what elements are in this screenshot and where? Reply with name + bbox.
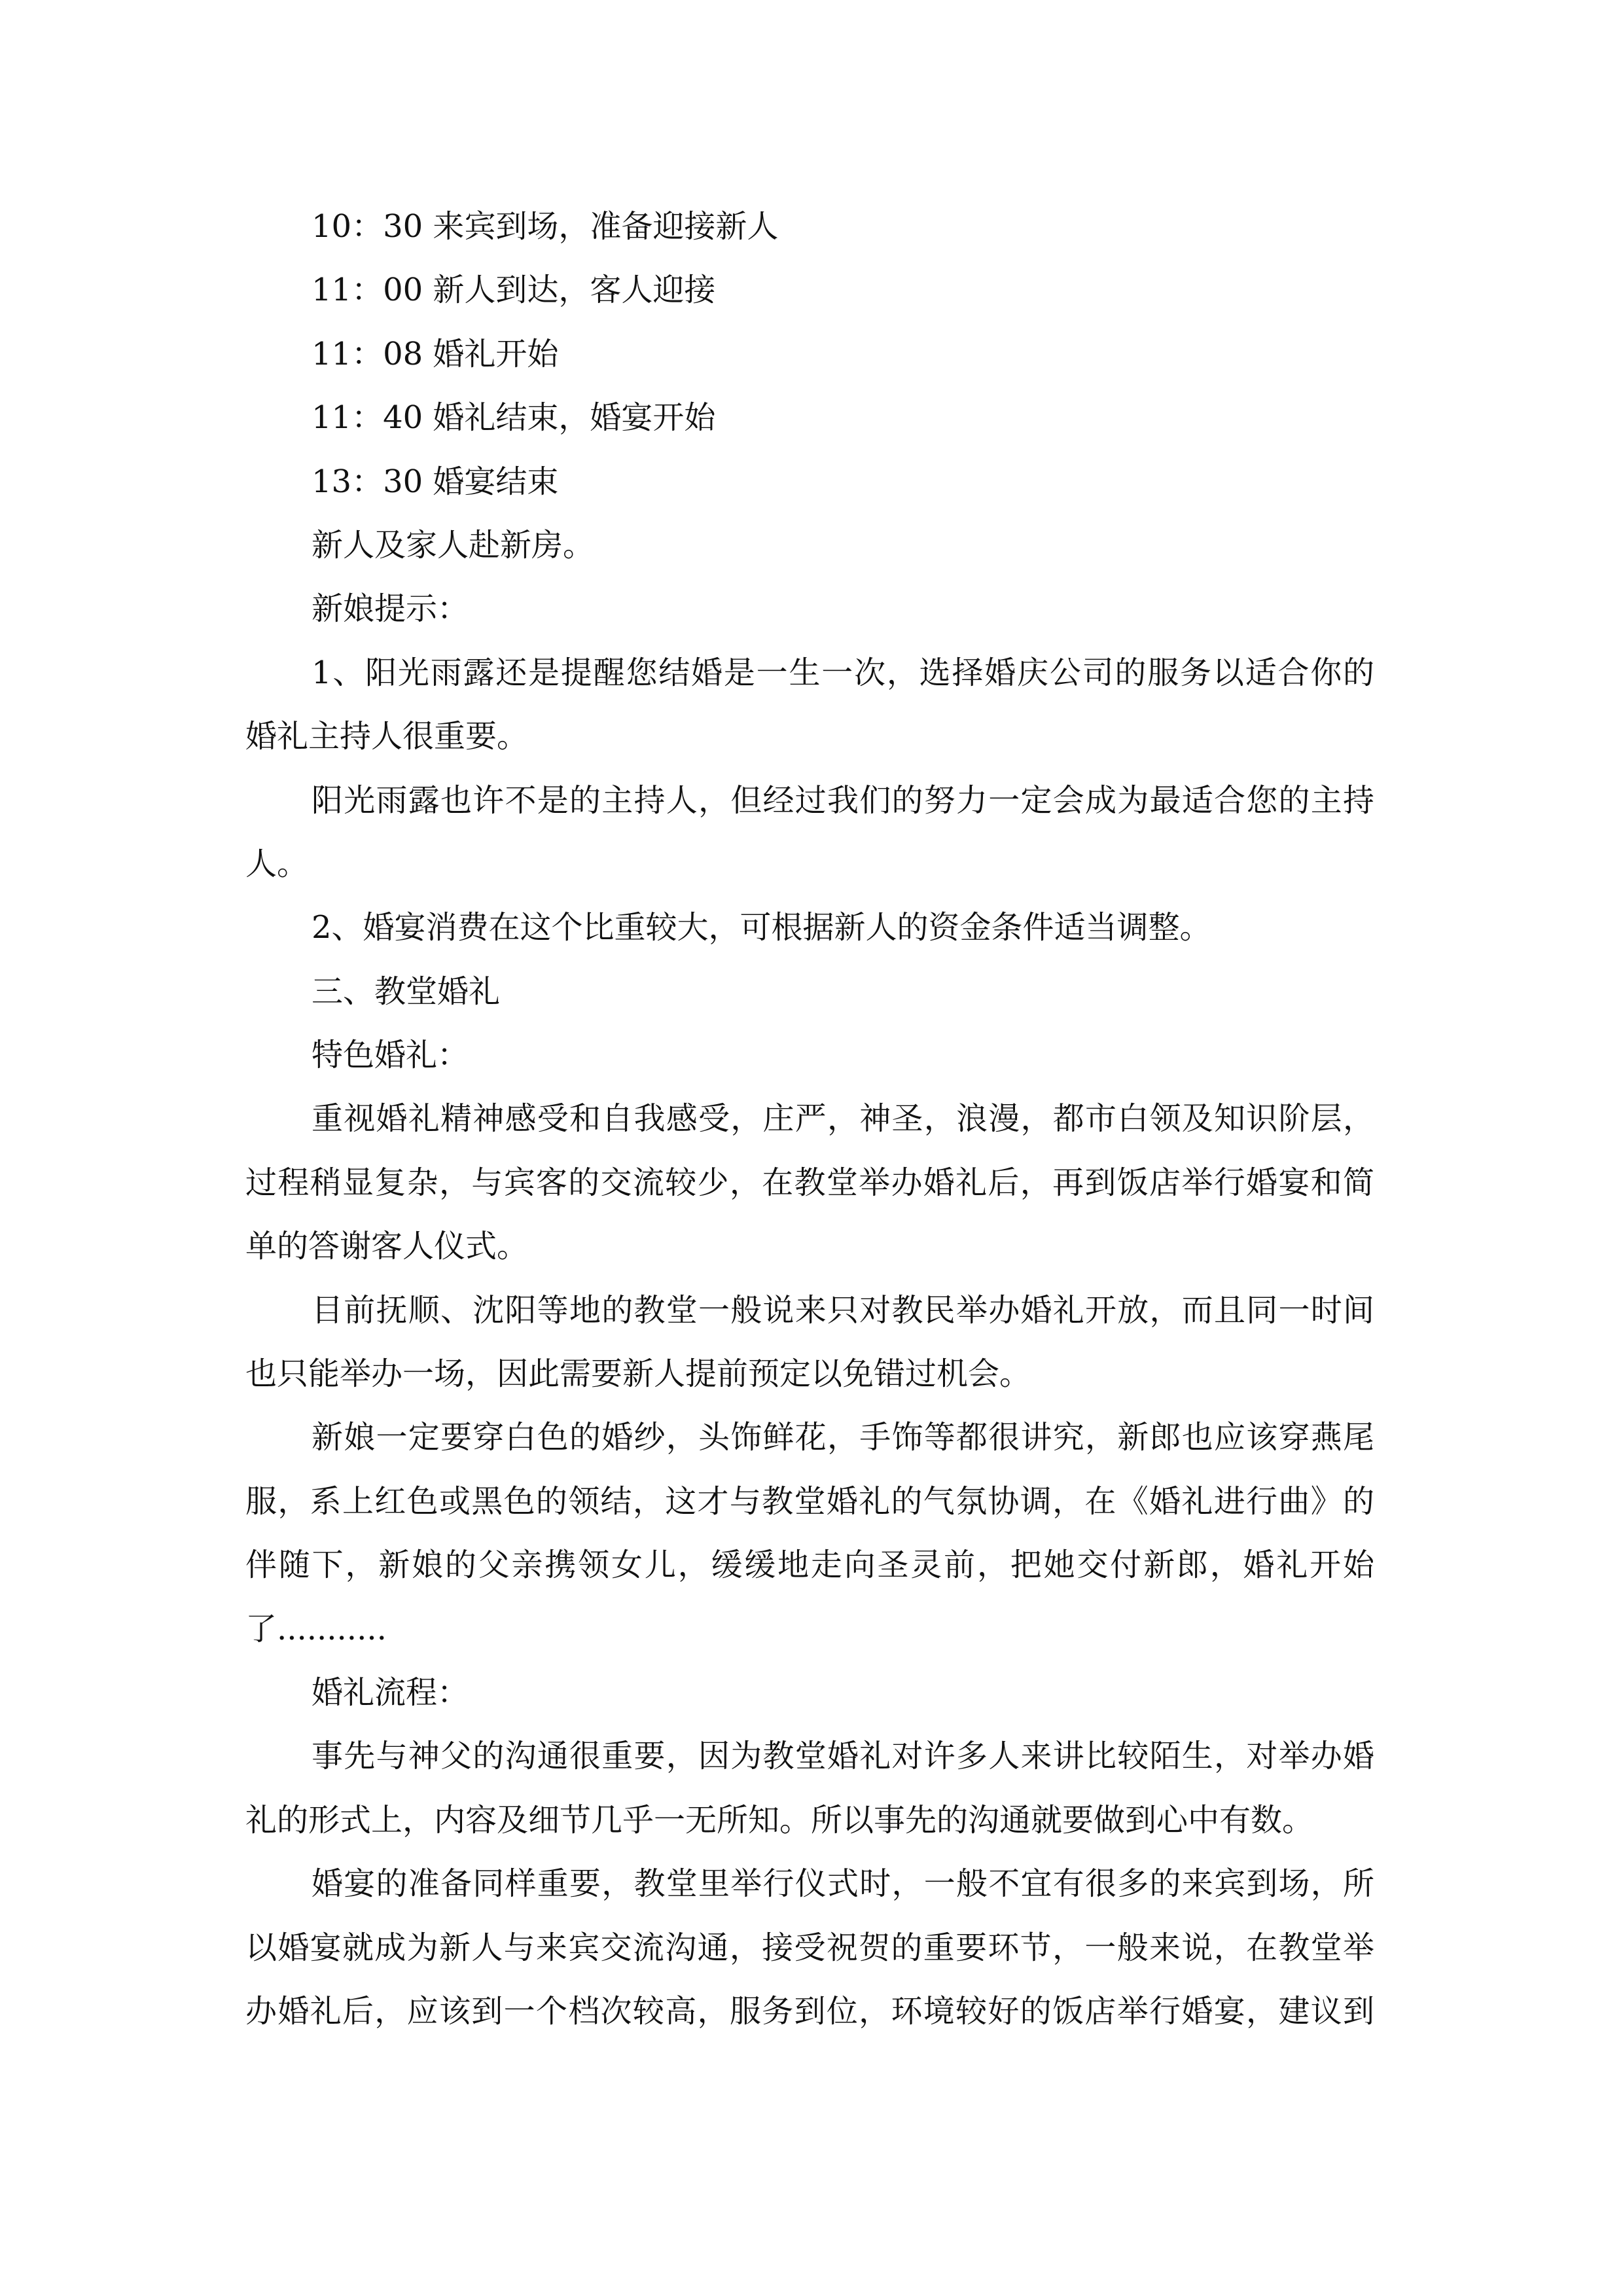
text-line: 人。 bbox=[245, 845, 309, 882]
text-line: 10：30 来宾到场，准备迎接新人 bbox=[312, 208, 779, 245]
text-line: 1、阳光雨露还是提醒您结婚是一生一次，选择婚庆公司的服务以适合你的 bbox=[312, 654, 1374, 691]
text-line: 服，系上红色或黑色的领结，这才与教堂婚礼的气氛协调，在《婚礼进行曲》的 bbox=[245, 1482, 1374, 1520]
document-page bbox=[245, 195, 1374, 2043]
text-line: 2、婚宴消费在这个比重较大，可根据新人的资金条件适当调整。 bbox=[312, 909, 1211, 946]
text-line: 婚宴的准备同样重要，教堂里举行仪式时，一般不宜有很多的来宾到场，所 bbox=[312, 1865, 1374, 1903]
text-line: 目前抚顺、沈阳等地的教堂一般说来只对教民举办婚礼开放，而且同一时间 bbox=[312, 1291, 1374, 1329]
text-line: 11：08 婚礼开始 bbox=[312, 335, 559, 372]
text-line: 新娘提示： bbox=[312, 590, 469, 628]
text-line: 11：40 婚礼结束，婚宴开始 bbox=[312, 399, 716, 437]
text-line: 重视婚礼精神感受和自我感受，庄严，神圣，浪漫，都市白领及知识阶层， bbox=[312, 1100, 1374, 1138]
text-line: 过程稍显复杂，与宾客的交流较少，在教堂举办婚礼后，再到饭店举行婚宴和简 bbox=[245, 1164, 1374, 1201]
text-line: 新人及家人赴新房。 bbox=[312, 526, 595, 564]
text-line: 礼的形式上，内容及细节几乎一无所知。所以事先的沟通就要做到心中有数。 bbox=[245, 1801, 1314, 1839]
text-line: 了........... bbox=[245, 1610, 387, 1647]
text-line: 事先与神父的沟通很重要，因为教堂婚礼对许多人来讲比较陌生，对举办婚 bbox=[312, 1738, 1374, 1775]
text-line: 单的答谢客人仪式。 bbox=[245, 1228, 529, 1265]
text-line: 新娘一定要穿白色的婚纱，头饰鲜花，手饰等都很讲究，新郎也应该穿燕尾 bbox=[312, 1419, 1374, 1456]
text-line: 13：30 婚宴结束 bbox=[312, 463, 559, 500]
text-line: 阳光雨露也许不是的主持人，但经过我们的努力一定会成为最适合您的主持 bbox=[312, 781, 1374, 819]
text-line: 伴随下，新娘的父亲携领女儿，缓缓地走向圣灵前，把她交付新郎，婚礼开始 bbox=[245, 1547, 1374, 1584]
text-line: 办婚礼后，应该到一个档次较高，服务到位，环境较好的饭店举行婚宴，建议到 bbox=[245, 1992, 1374, 2030]
text-line: 以婚宴就成为新人与来宾交流沟通，接受祝贺的重要环节，一般来说，在教堂举 bbox=[245, 1929, 1374, 1966]
text-line: 婚礼流程： bbox=[312, 1674, 469, 1711]
text-line: 婚礼主持人很重要。 bbox=[245, 718, 529, 755]
text-line: 三、教堂婚礼 bbox=[312, 973, 501, 1010]
text-line: 11：00 新人到达，客人迎接 bbox=[312, 272, 716, 309]
text-line: 特色婚礼： bbox=[312, 1037, 469, 1074]
text-line: 也只能举办一场，因此需要新人提前预定以免错过机会。 bbox=[245, 1355, 1031, 1393]
